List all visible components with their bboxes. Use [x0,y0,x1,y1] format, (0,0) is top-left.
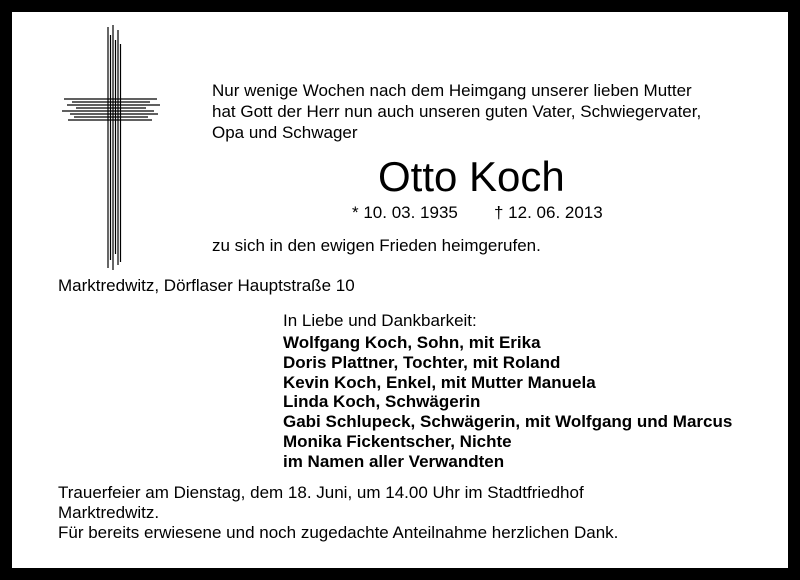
footer-line: Marktredwitz. [58,503,160,522]
intro-text [212,80,701,143]
footer-line: Für bereits erwiesene und noch zugedachte Anteilnahme herzlichen Dank. [58,523,619,542]
footer-line: Trauerfeier am Dienstag, dem 18. Juni, um 14.00 Uhr im Stadtfriedhof [58,483,584,502]
mourners-list [283,333,732,472]
deceased-name: Otto Koch [378,153,565,200]
intro-line: hat Gott der Herr nun auch unseren guten Vater, Schwiegervater, [212,102,702,121]
mourner: im Namen aller Verwandten [283,451,505,471]
mourners-intro: In Liebe und Dankbarkeit: [283,311,477,330]
death-date: † 12. 06. 2013 [494,203,603,222]
address: Marktredwitz, Dörflaser Hauptstraße 10 [58,276,355,295]
mourner: Wolfgang Koch, Sohn, mit Erika [283,333,541,352]
funeral-info [58,483,618,543]
mourner: Kevin Koch, Enkel, mit Mutter Manuela [283,372,596,392]
birth-date: * 10. 03. 1935 [352,203,458,222]
mourner: Monika Fickentscher, Nichte [283,431,512,451]
mourner: Linda Koch, Schwägerin [283,392,481,412]
called-home-text: zu sich in den ewigen Frieden heimgerufen. [212,236,541,255]
mourner: Doris Plattner, Tochter, mit Roland [283,352,561,372]
intro-line: Nur wenige Wochen nach dem Heimgang unserer lieben Mutter [212,81,692,100]
cross-icon [62,22,162,272]
intro-line: Opa und Schwager [212,123,358,142]
mourner: Gabi Schlupeck, Schwägerin, mit Wolfgang und Marcus [283,412,733,432]
